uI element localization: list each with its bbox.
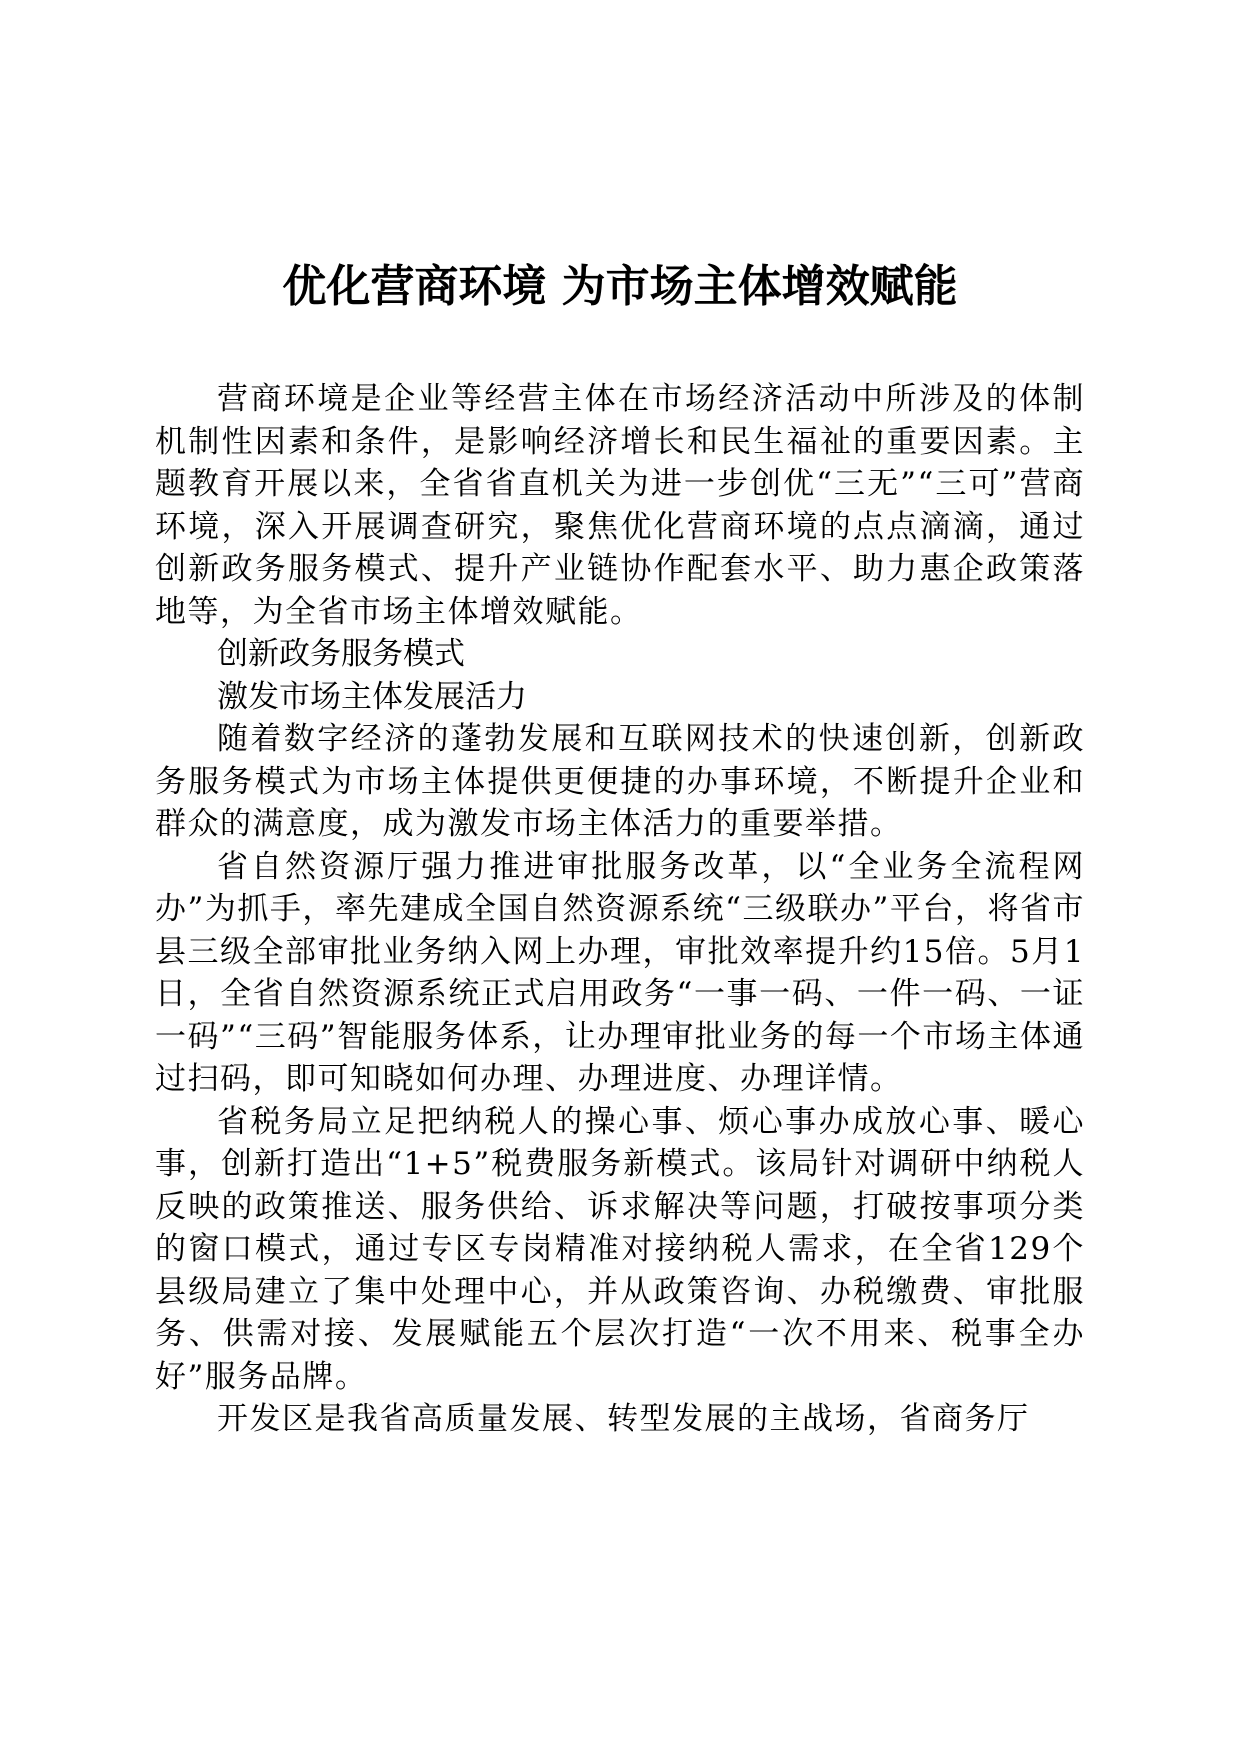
section-heading-line-1: 创新政务服务模式 bbox=[217, 636, 465, 672]
body-paragraph: 随着数字经济的蓬勃发展和互联网技术的快速创新，创新政务服务模式为市场主体提供更便捷的办事环境，不断提升企业和群众的满意度，成为激发市场主体活力的重要举措。 bbox=[155, 721, 1085, 842]
intro-paragraph: 营商环境是企业等经营主体在市场经济活动中所涉及的体制机制性因素和条件，是影响经济增长和民生福祉的重要因素。主题教育开展以来，全省省直机关为进一步创优“三无”“三可”营商环境，深入开展调查研究，聚焦优化营商环境的点点滴滴，通过创新政务服务模式、提升产业链协作配套水平、助力惠企政策落地等，为全省市场主体增效赋能。 bbox=[155, 381, 1085, 630]
section-heading-line-2: 激发市场主体发展活力 bbox=[217, 678, 527, 715]
body-paragraph: 开发区是我省高质量发展、转型发展的主战场，省商务厅 bbox=[217, 1401, 1030, 1437]
document-title: 优化营商环境 为市场主体增效赋能 bbox=[282, 261, 958, 312]
body-paragraph: 省自然资源厅强力推进审批服务改革，以“全业务全流程网办”为抓手，率先建成全国自然资源系统“三级联办”平台，将省市县三级全部审批业务纳入网上办理，审批效率提升约15倍。5月1日，全省自然资源系统正式启用政务“一事一码、一件一码、一证一码”“三码”智能服务体系，让办理审批业务的每一个市场主体通过扫码，即可知晓如何办理、办理进度、办理详情。 bbox=[155, 848, 1085, 1097]
document-body bbox=[155, 378, 1085, 1441]
body-paragraph: 省税务局立足把纳税人的操心事、烦心事办成放心事、暖心事，创新打造出“1+5”税费服务新模式。该局针对调研中纳税人反映的政策推送、服务供给、诉求解决等问题，打破按事项分类的窗口模式，通过专区专岗精准对接纳税人需求，在全省129个县级局建立了集中处理中心，并从政策咨询、办税缴费、审批服务、供需对接、发展赋能五个层次打造“一次不用来、税事全办好”服务品牌。 bbox=[155, 1103, 1085, 1395]
